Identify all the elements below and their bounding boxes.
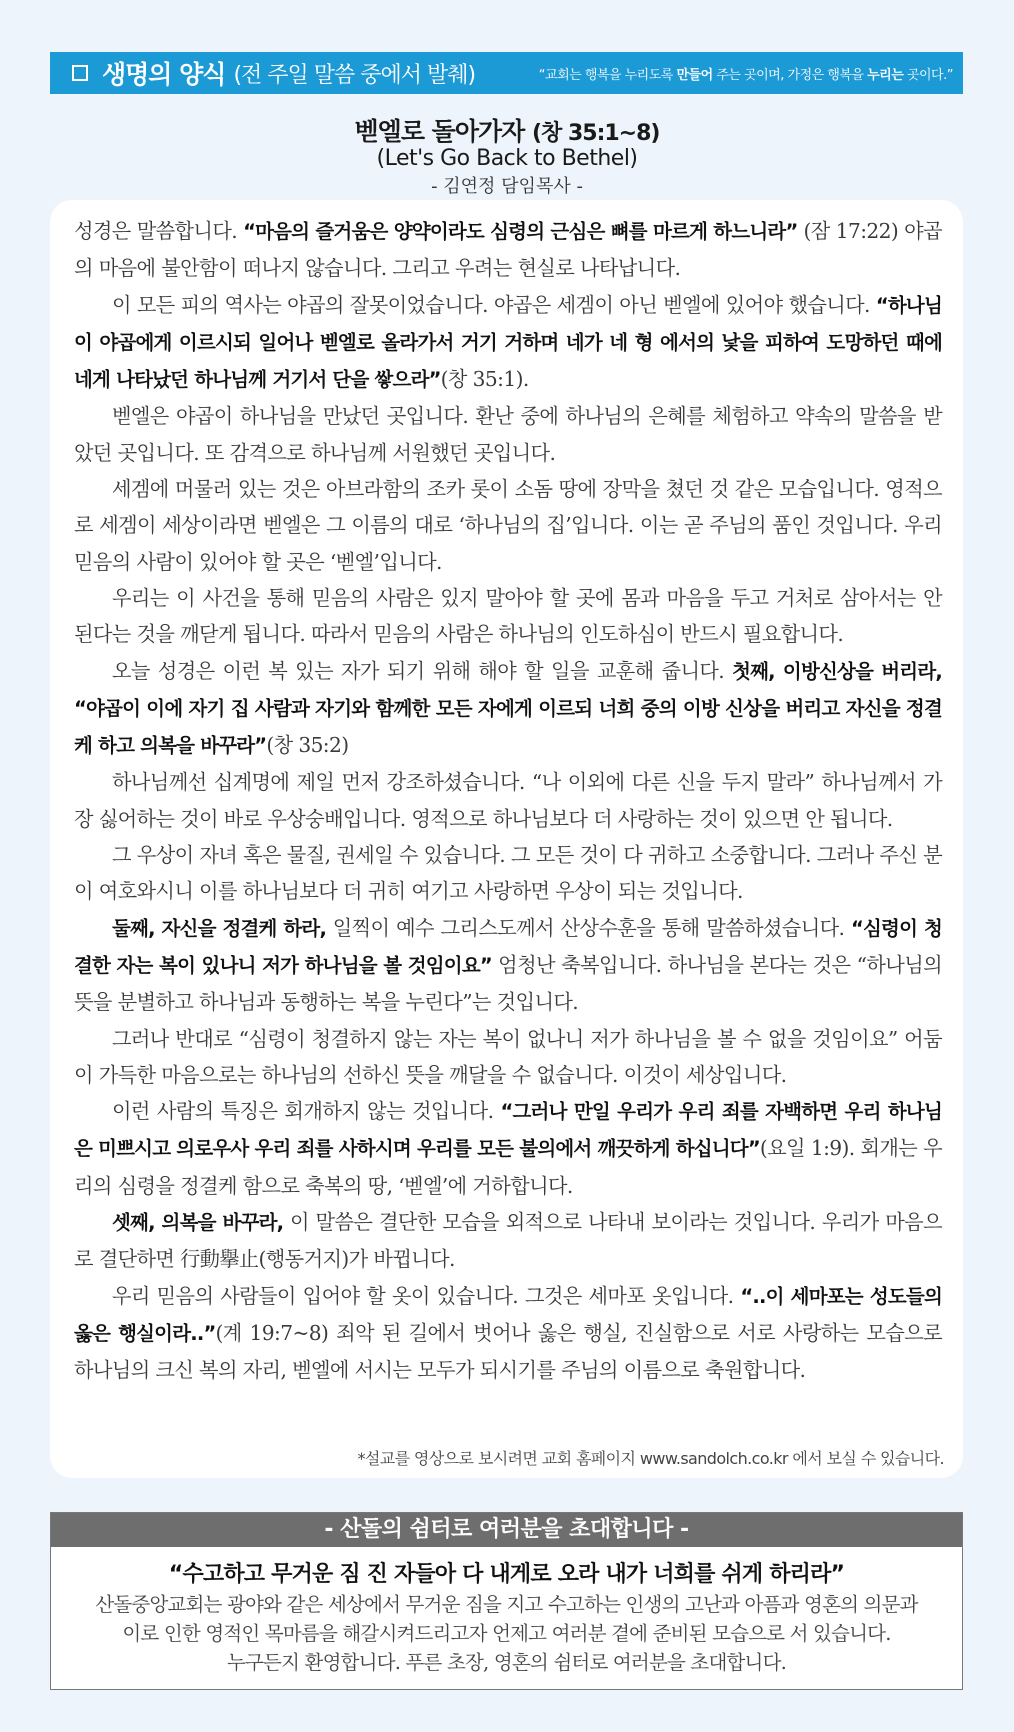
sermon-reference: (창 35:1~8) [532,121,660,146]
paragraph: 우리 믿음의 사람들이 입어야 할 옷이 있습니다. 그것은 세마포 옷입니다. “..이 세마포는 성도들의 옳은 행실이라..”(계 19:7~8) 죄악 된 길에서 벗어나 옳은 행실, 진실함으로 서로 사랑하는 모습으로 하나님의 크신 복의 자리, 벧엘에 서시는 모두가 되시기를 주님의 이름으로 축원합니다. [74,1283,942,1383]
sermon-preacher: - 김연정 담임목사 - [431,176,583,197]
paragraph: 그러나 반대로 “심령이 청결하지 않는 자는 복이 없나니 저가 하나님을 볼 수 없을 것임이요” 어둠이 가득한 마음으로는 하나님의 선하신 뜻을 깨달을 수 없습니다. 이것이 세상입니다. [74,1026,942,1087]
paragraph: 벧엘은 야곱이 하나님을 만났던 곳입니다. 환난 중에 하나님의 은혜를 체험하고 약속의 말씀을 받았던 곳입니다. 또 감격으로 하나님께 서원했던 곳입니다. [74,404,942,465]
section-header-bar [50,52,963,94]
paragraph: 성경은 말씀합니다. “마음의 즐거움은 양약이라도 심령의 근심은 뼈를 마르게 하느니라” (잠 17:22) 야곱의 마음에 불안함이 떠나지 않습니다. 그리고 우려는 현실로 나타납니다. [74,219,942,281]
paragraph: 셋째, 의복을 바꾸라, 이 말씀은 결단한 모습을 외적으로 나타내 보이라는 것입니다. 우리가 마음으로 결단하면 行動擧止(행동거지)가 바뀝니다. [74,1210,942,1272]
invitation-description: 산돌중앙교회는 광야와 같은 세상에서 무거운 짐을 지고 수고하는 인생의 고난과 아픔과 영혼의 의문과 이로 인한 영적인 목마름을 해갈시켜드리고자 언제고 여러분 곁에 준비된 모습으로 서 있습니다. 누구든지 환영합니다. 푸른 초장, 영혼의 쉼터로 여러분을 초대합니다. [95,1593,918,1674]
sermon-title: 벧엘로 돌아가자 (창 35:1~8) [354,117,660,146]
invitation-verse: “수고하고 무거운 짐 진 자들아 다 내게로 오라 내가 너희를 쉬게 하리라” [168,1562,845,1587]
paragraph: 우리는 이 사건을 통해 믿음의 사람은 있지 말아야 할 곳에 몸과 마음을 두고 거처로 삼아서는 안 된다는 것을 깨닫게 됩니다. 따라서 믿음의 사람은 하나님의 인도하심이 반드시 필요합니다. [74,585,942,647]
invitation-heading: - 산돌의 쉼터로 여러분을 초대합니다 - [51,1513,962,1547]
paragraph: 둘째, 자신을 정결케 하라, 일찍이 예수 그리스도께서 산상수훈을 통해 말씀하셨습니다. “심령이 청결한 자는 복이 있나니 저가 하나님을 볼 것임이요” 엄청난 축복입니다. 하나님을 본다는 것은 “하나님의 뜻을 분별하고 하나님과 동행하는 복을 누린다”는 것입니다. [74,915,942,1015]
paragraph: 그 우상이 자녀 혹은 물질, 권세일 수 있습니다. 그 모든 것이 다 귀하고 소중합니다. 그러나 주신 분이 여호와시니 이를 하나님보다 더 귀히 여기고 사랑하면 우상이 되는 것입니다. [74,843,942,904]
invitation-box [50,1512,963,1690]
video-note: *설교를 영상으로 보시려면 교회 홈페이지 www.sandolch.co.kr 에서 보실 수 있습니다. [357,1449,944,1468]
paragraph: 이런 사람의 특징은 회개하지 않는 것입니다. “그러나 만일 우리가 우리 죄를 자백하면 우리 하나님은 미쁘시고 의로우사 우리 죄를 사하시며 우리를 모든 불의에서 깨끗하게 하십니다”(요일 1:9). 회개는 우리의 심령을 정결케 함으로 축복의 땅, ‘벧엘’에 거하합니다. [74,1099,943,1198]
church-motto: “교회는 행복을 누리도록 만들어 주는 곳이며, 가정은 행복을 누리는 곳이다.” [538,67,953,83]
paragraph: 오늘 성경은 이런 복 있는 자가 되기 위해 해야 할 일을 교훈해 줍니다. 첫째, 이방신상을 버리라, “야곱이 이에 자기 집 사람과 자기와 함께한 모든 자에게 이르되 너희 중의 이방 신상을 버리고 자신을 정결케 하고 의복을 바꾸라”(창 35:2) [74,658,942,758]
section-title: 생명의 양식 [102,60,226,89]
paragraph: 하나님께선 십계명에 제일 먼저 강조하셨습니다. “나 이외에 다른 신을 두지 말라” 하나님께서 가장 싫어하는 것이 바로 우상숭배입니다. 영적으로 하나님보다 더 사랑하는 것이 있으면 안 됩니다. [74,770,942,831]
checkbox-square-icon [72,65,88,81]
sermon-english-title: (Let's Go Back to Bethel) [376,146,638,171]
paragraph: 이 모든 피의 역사는 야곱의 잘못이었습니다. 야곱은 세겜이 아닌 벧엘에 있어야 했습니다. “하나님이 야곱에게 이르시되 일어나 벧엘로 올라가서 거기 거하며 네가 네 형 에서의 낯을 피하여 도망하던 때에 네게 나타났던 하나님께 거기서 단을 쌓으라”(창 35:1). [74,292,942,392]
section-subtitle: (전 주일 말씀 중에서 발췌) [233,62,476,88]
sermon-body [74,213,942,1389]
paragraph: 세겜에 머물러 있는 것은 아브라함의 조카 롯이 소돔 땅에 장막을 쳤던 것 같은 모습입니다. 영적으로 세겜이 세상이라면 벧엘은 그 이름의 대로 ‘하나님의 집’입니다. 이는 곧 주님의 품인 것입니다. 우리 믿음의 사람이 있어야 할 곳은 ‘벧엘’입니다. [74,477,942,574]
